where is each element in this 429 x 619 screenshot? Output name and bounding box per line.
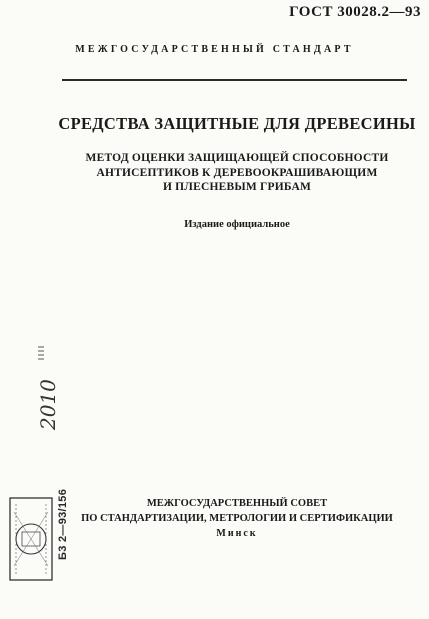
stamp-seal [2,492,70,586]
main-title: СРЕДСТВА ЗАЩИТНЫЕ ДЛЯ ДРЕВЕСИНЫ [58,114,416,133]
subtitle-line-3: И ПЛЕСНЕВЫМ ГРИБАМ [162,181,312,193]
subtitle [52,151,422,195]
standard-type-label: МЕЖГОСУДАРСТВЕННЫЙ СТАНДАРТ [75,44,354,55]
publisher [52,497,422,526]
handwritten-mark [36,346,46,362]
handwritten-annotation: 2010 [36,379,60,430]
subtitle-line-2: АНТИСЕПТИКОВ К ДЕРЕВООКРАШИВАЮЩИМ [96,166,378,179]
publisher-line-1: МЕЖГОСУДАРСТВЕННЫЙ СОВЕТ [146,498,328,509]
subtitle-line-1: МЕТОД ОЦЕНКИ ЗАЩИЩАЮЩЕЙ СПОСОБНОСТИ [85,152,389,164]
publisher-line-2: ПО СТАНДАРТИЗАЦИИ, МЕТРОЛОГИИ И СЕРТИФИКАЦИИ [81,512,393,524]
document-number: ГОСТ 30028.2—93 [289,4,421,20]
stamp-number: Б3 2—93/156 [57,488,69,560]
publication-city: Минск [216,528,258,539]
edition-label: Издание официальное [184,219,290,230]
header-divider [62,79,407,81]
